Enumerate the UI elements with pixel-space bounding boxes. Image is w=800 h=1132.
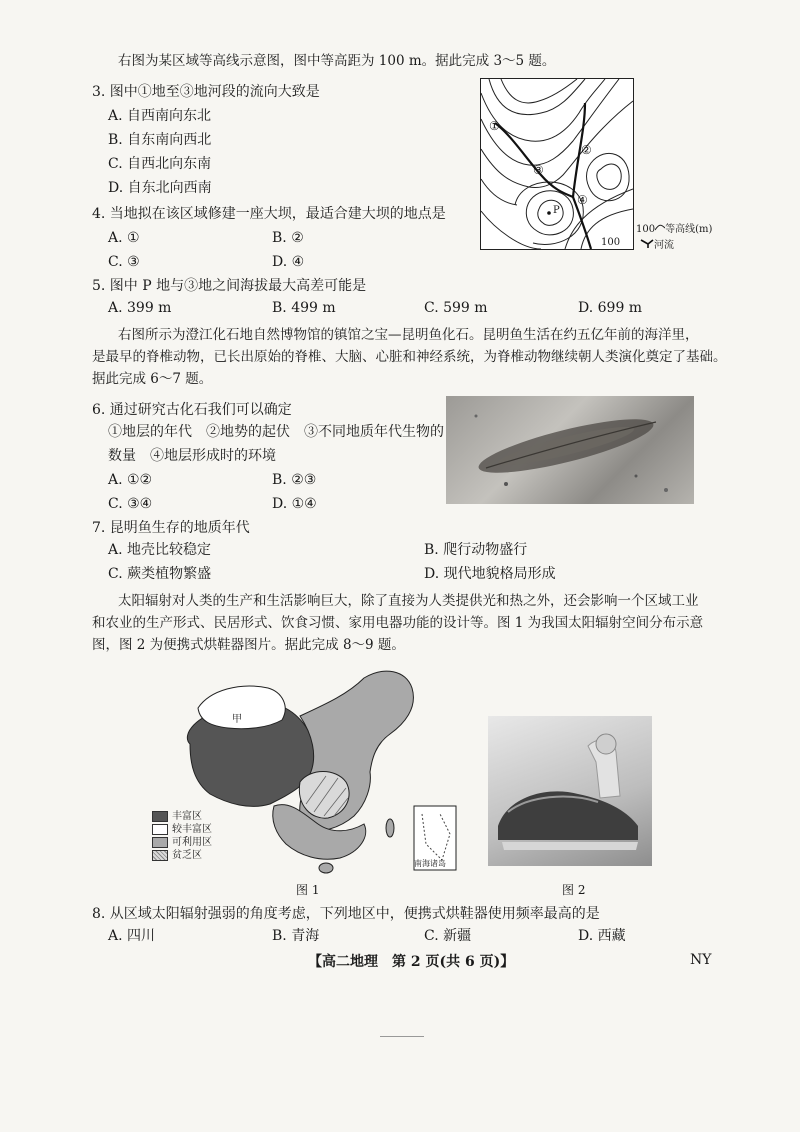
legend-contour-value: 100 bbox=[636, 224, 656, 235]
q3-stem: 3. 图中①地至③地河段的流向大致是 bbox=[92, 84, 320, 100]
q6-statements-1: ①地层的年代 ②地势的起伏 ③不同地质年代生物的 bbox=[108, 424, 444, 440]
legend-item-rich bbox=[152, 810, 212, 823]
fig1-legend bbox=[152, 810, 212, 862]
intro-q6-7-line1: 右图所示为澄江化石地自然博物馆的镇馆之宝—昆明鱼化石。昆明鱼生活在约五亿年前的海洋里， bbox=[118, 327, 699, 343]
intro-q6-7-line3: 据此完成 6～7 题。 bbox=[92, 371, 213, 387]
legend-contour-label: 等高线(m) bbox=[665, 224, 713, 235]
contour-lines bbox=[481, 79, 633, 249]
q6-option-d[interactable]: D. ①④ bbox=[272, 496, 317, 512]
map-label-p: P bbox=[553, 205, 560, 216]
legend-rich-label: 丰富区 bbox=[172, 811, 202, 822]
map-label-2: ② bbox=[581, 143, 592, 157]
contour-line-icon bbox=[655, 224, 665, 232]
inset-label: 南海诸岛 bbox=[414, 859, 446, 868]
fold-mark bbox=[380, 1036, 424, 1037]
map-label-1: ① bbox=[489, 119, 500, 133]
q6-statements-2: 数量 ④地层形成时的环境 bbox=[108, 448, 276, 464]
kunming-fish-fossil-image bbox=[446, 396, 694, 504]
q6-option-a[interactable]: A. ①② bbox=[108, 472, 153, 488]
q8-option-d[interactable]: D. 西藏 bbox=[578, 928, 626, 944]
intro-q6-7-line2: 是最早的脊椎动物，已长出原始的脊椎、大脑、心脏和神经系统，为脊椎动物继续朝人类演化奠定了基础。 bbox=[92, 349, 727, 365]
q3-option-c[interactable]: C. 自西北向东南 bbox=[108, 156, 212, 172]
fig2-caption: 图 2 bbox=[562, 883, 586, 897]
q5-option-d[interactable]: D. 699 m bbox=[578, 300, 643, 316]
q6-stem: 6. 通过研究古化石我们可以确定 bbox=[92, 402, 292, 418]
legend-river-label: 河流 bbox=[654, 240, 674, 251]
legend-item-fairly-rich bbox=[152, 823, 212, 836]
map-contour-value: 100 bbox=[601, 237, 621, 248]
q3-option-d[interactable]: D. 自东北向西南 bbox=[108, 180, 212, 196]
q3-option-a[interactable]: A. 自西南向东北 bbox=[108, 108, 212, 124]
page-footer: 【高二地理 第 2 页(共 6 页)】 bbox=[308, 954, 515, 970]
q5-option-c[interactable]: C. 599 m bbox=[424, 300, 488, 316]
q5-option-a[interactable]: A. 399 m bbox=[108, 300, 172, 316]
q8-stem: 8. 从区域太阳辐射强弱的角度考虑，下列地区中，便携式烘鞋器使用频率最高的是 bbox=[92, 906, 600, 922]
q5-stem: 5. 图中 P 地与③地之间海拔最大高差可能是 bbox=[92, 278, 367, 294]
q4-option-c[interactable]: C. ③ bbox=[108, 254, 140, 270]
swatch-rich bbox=[152, 811, 168, 822]
legend-poor-label: 贫乏区 bbox=[172, 850, 202, 861]
swatch-usable bbox=[152, 837, 168, 848]
q7-option-d[interactable]: D. 现代地貌格局形成 bbox=[424, 566, 556, 582]
q6-option-b[interactable]: B. ②③ bbox=[272, 472, 317, 488]
q8-option-b[interactable]: B. 青海 bbox=[272, 928, 320, 944]
intro-q3-5: 右图为某区域等高线示意图，图中等高距为 100 m。据此完成 3～5 题。 bbox=[118, 53, 556, 69]
contour-map bbox=[480, 78, 634, 250]
q8-option-a[interactable]: A. 四川 bbox=[108, 928, 156, 944]
q3-option-b[interactable]: B. 自东南向西北 bbox=[108, 132, 212, 148]
map-label-jia: 甲 bbox=[232, 714, 242, 725]
q7-option-a[interactable]: A. 地壳比较稳定 bbox=[108, 542, 212, 558]
q7-stem: 7. 昆明鱼生存的地质年代 bbox=[92, 520, 250, 536]
shoe-dryer-photo bbox=[488, 716, 652, 866]
intro-q8-9-line3: 图，图 2 为便携式烘鞋器图片。据此完成 8～9 题。 bbox=[92, 637, 405, 653]
q4-option-a[interactable]: A. ① bbox=[108, 230, 140, 246]
map-label-3: ③ bbox=[533, 163, 544, 177]
intro-q8-9-line2: 和农业的生产形式、民居形式、饮食习惯、家用电器功能的设计等。图 1 为我国太阳辐射空间分布示意 bbox=[92, 615, 704, 631]
fossil-photo bbox=[446, 396, 694, 504]
legend-river bbox=[640, 236, 674, 251]
swatch-poor bbox=[152, 850, 168, 861]
q4-stem: 4. 当地拟在该区域修建一座大坝，最适合建大坝的地点是 bbox=[92, 206, 446, 222]
legend-usable-label: 可利用区 bbox=[172, 837, 212, 848]
intro-q8-9-line1: 太阳辐射对人类的生产和生活影响巨大，除了直接为人类提供光和热之外，还会影响一个区域工业 bbox=[118, 593, 699, 609]
swatch-fairly-rich bbox=[152, 824, 168, 835]
shoe-dryer-image bbox=[488, 716, 652, 866]
legend-fairly-rich-label: 较丰富区 bbox=[172, 824, 212, 835]
legend-item-poor bbox=[152, 849, 212, 862]
map-label-4: ④ bbox=[577, 193, 588, 207]
q4-option-d[interactable]: D. ④ bbox=[272, 254, 305, 270]
q6-option-c[interactable]: C. ③④ bbox=[108, 496, 153, 512]
q7-option-c[interactable]: C. 蕨类植物繁盛 bbox=[108, 566, 212, 582]
q4-option-b[interactable]: B. ② bbox=[272, 230, 304, 246]
legend-item-usable bbox=[152, 836, 212, 849]
river-icon bbox=[640, 238, 654, 248]
paper-code: NY bbox=[690, 952, 712, 968]
fig1-caption: 图 1 bbox=[296, 883, 320, 897]
q8-option-c[interactable]: C. 新疆 bbox=[424, 928, 472, 944]
q7-option-b[interactable]: B. 爬行动物盛行 bbox=[424, 542, 528, 558]
q5-option-b[interactable]: B. 499 m bbox=[272, 300, 336, 316]
legend-contour bbox=[636, 220, 712, 235]
